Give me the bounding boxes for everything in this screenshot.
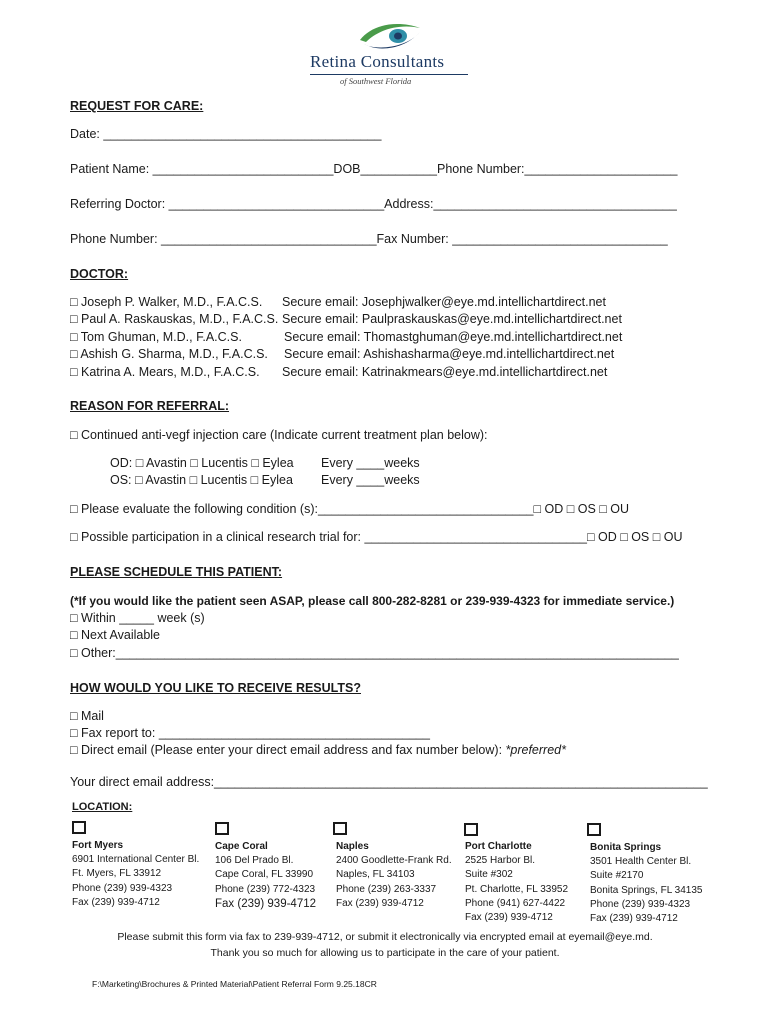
doctor-email: Secure email: Paulpraskauskas@eye.md.intellichartdirect.net — [282, 312, 622, 326]
direct-email-option[interactable] — [70, 743, 566, 757]
office-line: Pt. Charlotte, FL 33952 — [465, 883, 569, 895]
office-line: Phone (239) 772-4323 — [215, 883, 316, 895]
fax-report-option[interactable]: □ Fax report to: _______________________________________ — [70, 726, 430, 740]
office-line: Fax (239) 939-4712 — [336, 897, 424, 909]
office-line: Fax (239) 939-4712 — [215, 897, 317, 910]
office-line: Naples, FL 34103 — [336, 869, 415, 881]
schedule-heading: PLEASE SCHEDULE THIS PATIENT: — [70, 565, 283, 579]
office-name: Port Charlotte — [465, 841, 532, 852]
office-cape-coral — [215, 840, 316, 911]
office-line: 2525 Harbor Bl. — [465, 855, 536, 867]
doctor-email: Secure email: Thomastghuman@eye.md.intellichartdirect.net — [284, 330, 623, 344]
office-line: Fax (239) 939-4712 — [465, 912, 553, 924]
office-line: Cape Coral, FL 33990 — [215, 869, 314, 881]
reason-heading: REASON FOR REFERRAL: — [70, 399, 230, 413]
asap-note: (*If you would like the patient seen ASAP, please call 800-282-8281 or 239-939-4323 for immediate service.) — [70, 594, 675, 608]
location-checkbox-cape-coral[interactable] — [215, 822, 229, 835]
direct-email-field[interactable]: Your direct email address:_______________________________________________________________________ — [70, 775, 708, 789]
location-checkbox-bonita-springs[interactable] — [587, 823, 601, 836]
phone-fax-line[interactable]: Phone Number: _______________________________Fax Number: _______________________________ — [70, 232, 668, 246]
preferred-note: *preferred* — [505, 743, 566, 757]
office-name: Cape Coral — [215, 841, 268, 852]
doctor-option[interactable]: □ Joseph P. Walker, M.D., F.A.C.S. — [70, 295, 263, 309]
office-line: Phone (239) 939-4323 — [590, 898, 691, 910]
research-trial-option[interactable]: □ Possible participation in a clinical research trial for: ________________________________□ OD □ OS □ OU — [70, 530, 683, 544]
office-line: 2400 Goodlette-Frank Rd. — [336, 855, 452, 867]
next-available-option[interactable]: □ Next Available — [70, 628, 161, 642]
office-line: Bonita Springs, FL 34135 — [590, 884, 703, 896]
location-heading: LOCATION: — [72, 801, 133, 813]
evaluate-condition-option[interactable]: □ Please evaluate the following condition (s):_______________________________□ OD □ OS □ OU — [70, 502, 630, 516]
doctor-email: Secure email: Ashishasharma@eye.md.intellichartdirect.net — [284, 347, 615, 361]
within-option[interactable]: □ Within _____ week (s) — [70, 611, 205, 625]
od-options[interactable]: OD: □ Avastin □ Lucentis □ Eylea — [110, 456, 294, 470]
doctor-email: Secure email: Josephjwalker@eye.md.intellichartdirect.net — [282, 295, 606, 309]
request-heading: REQUEST FOR CARE: — [70, 99, 204, 113]
location-checkbox-naples[interactable] — [333, 822, 347, 835]
office-line: 3501 Health Center Bl. — [590, 856, 692, 868]
logo-subtitle: of Southwest Florida — [340, 76, 412, 86]
doctor-heading: DOCTOR: — [70, 267, 129, 281]
office-fort-myers — [72, 839, 199, 910]
office-line: Ft. Myers, FL 33912 — [72, 868, 162, 880]
office-line: 6901 International Center Bl. — [72, 854, 200, 866]
os-options[interactable]: OS: □ Avastin □ Lucentis □ Eylea — [110, 473, 293, 487]
office-naples — [336, 840, 452, 911]
office-name: Fort Myers — [72, 840, 124, 851]
direct-email-label: □ Direct email (Please enter your direct email address and fax number below): — [70, 743, 506, 757]
file-path: F:\Marketing\Brochures & Printed Material\Patient Referral Form 9.25.18CR — [92, 979, 377, 989]
date-field[interactable]: Date: ________________________________________ — [70, 127, 382, 141]
submit-instructions: Please submit this form via fax to 239-939-4712, or submit it electronically via encrypted email at eyemail@eye.md. — [117, 931, 653, 943]
office-line: Fax (239) 939-4712 — [72, 896, 160, 908]
thank-you-note: Thank you so much for allowing us to participate in the care of your patient. — [210, 947, 560, 959]
office-line: Fax (239) 939-4712 — [590, 913, 678, 925]
doctor-option[interactable]: □ Tom Ghuman, M.D., F.A.C.S. — [70, 330, 242, 344]
office-line: Phone (941) 627-4422 — [465, 897, 566, 909]
patient-line[interactable]: Patient Name: __________________________DOB___________Phone Number:______________________ — [70, 162, 678, 176]
results-heading: HOW WOULD YOU LIKE TO RECEIVE RESULTS? — [70, 681, 361, 695]
office-line: Suite #302 — [465, 869, 513, 881]
logo-rule — [310, 74, 468, 75]
office-line: Suite #2170 — [590, 870, 644, 882]
office-bonita-springs — [590, 841, 702, 926]
antivegf-option[interactable]: □ Continued anti-vegf injection care (Indicate current treatment plan below): — [70, 428, 488, 442]
office-port-charlotte — [465, 840, 568, 925]
eye-logo-icon — [358, 18, 422, 52]
os-every-field[interactable]: Every ____weeks — [321, 473, 420, 487]
logo-name: Retina Consultants — [310, 52, 445, 71]
doctor-option[interactable]: □ Ashish G. Sharma, M.D., F.A.C.S. — [70, 347, 268, 361]
doctor-option[interactable]: □ Paul A. Raskauskas, M.D., F.A.C.S. — [70, 312, 279, 326]
od-every-field[interactable]: Every ____weeks — [321, 456, 420, 470]
location-checkbox-fort-myers[interactable] — [72, 821, 86, 834]
office-line: Phone (239) 939-4323 — [72, 882, 173, 894]
location-checkbox-port-charlotte[interactable] — [464, 823, 478, 836]
logo — [310, 18, 480, 88]
office-line: 106 Del Prado Bl. — [215, 855, 294, 867]
doctor-option[interactable]: □ Katrina A. Mears, M.D., F.A.C.S. — [70, 365, 260, 379]
office-name: Bonita Springs — [590, 842, 662, 853]
doctor-email: Secure email: Katrinakmears@eye.md.intellichartdirect.net — [282, 365, 608, 379]
referring-line[interactable]: Referring Doctor: _______________________________Address:___________________________________ — [70, 197, 677, 211]
other-option[interactable]: □ Other:_________________________________________________________________________________ — [70, 646, 679, 660]
mail-option[interactable]: □ Mail — [70, 709, 104, 723]
office-line: Phone (239) 263-3337 — [336, 883, 437, 895]
office-name: Naples — [336, 841, 369, 852]
